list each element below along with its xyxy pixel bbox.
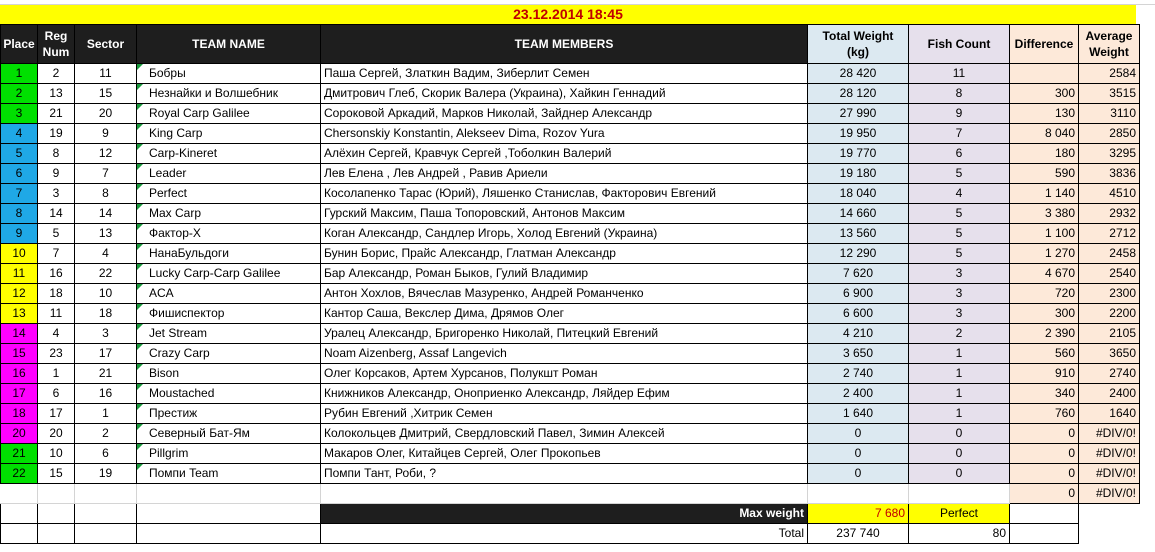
header-total-weight[interactable]: Total Weight (kg) [808,25,909,64]
empty-cell[interactable] [75,504,137,524]
team-members-cell[interactable]: Noam Aizenberg, Assaf Langevich [321,344,808,364]
reg-num-cell[interactable]: 6 [38,384,75,404]
fish-count-cell[interactable]: 1 [909,344,1010,364]
team-name-cell[interactable]: Max Carp [137,204,321,224]
place-cell[interactable]: 12 [1,284,38,304]
total-weight-cell[interactable]: 1 640 [808,404,909,424]
max-weight-team[interactable]: Perfect [909,504,1010,524]
fish-count-cell[interactable]: 0 [909,444,1010,464]
reg-num-cell[interactable]: 3 [38,184,75,204]
header-team-members[interactable]: TEAM MEMBERS [321,25,808,64]
team-name-cell[interactable]: Leader [137,164,321,184]
team-name-cell[interactable]: Crazy Carp [137,344,321,364]
difference-cell[interactable]: 4 670 [1010,264,1079,284]
fish-count-cell[interactable]: 1 [909,364,1010,384]
total-weight-cell[interactable]: 28 120 [808,84,909,104]
empty-cell[interactable] [1079,524,1140,544]
total-weight-cell[interactable]: 2 740 [808,364,909,384]
empty-cell[interactable] [38,504,75,524]
sector-cell[interactable]: 16 [75,384,137,404]
average-weight-cell[interactable]: 2740 [1079,364,1140,384]
empty-cell[interactable] [1010,524,1079,544]
average-weight-cell[interactable]: #DIV/0! [1079,464,1140,484]
place-cell[interactable]: 15 [1,344,38,364]
sector-cell[interactable]: 9 [75,124,137,144]
team-members-cell[interactable]: Антон Хохлов, Вячеслав Мазуренко, Андрей Романченко [321,284,808,304]
difference-cell[interactable]: 0 [1010,424,1079,444]
header-difference[interactable]: Difference [1010,25,1079,64]
empty-cell[interactable] [75,524,137,544]
fish-count-cell[interactable]: 1 [909,384,1010,404]
team-name-cell[interactable]: Северный Бат-Ям [137,424,321,444]
header-fish-count[interactable]: Fish Count [909,25,1010,64]
fish-count-cell[interactable]: 3 [909,264,1010,284]
place-cell[interactable]: 16 [1,364,38,384]
total-weight-cell[interactable]: 0 [808,444,909,464]
difference-cell[interactable] [1010,64,1079,84]
average-weight-cell[interactable]: 2540 [1079,264,1140,284]
sector-cell[interactable]: 7 [75,164,137,184]
team-name-cell[interactable]: King Carp [137,124,321,144]
results-table [0,24,1140,544]
difference-cell[interactable]: 8 040 [1010,124,1079,144]
sector-cell[interactable]: 17 [75,344,137,364]
reg-num-cell[interactable]: 8 [38,144,75,164]
difference-cell[interactable]: 0 [1010,464,1079,484]
team-name-cell[interactable]: Помпи Team [137,464,321,484]
table-row [1,84,1140,104]
difference-cell[interactable]: 590 [1010,164,1079,184]
team-name-cell[interactable]: Moustached [137,384,321,404]
difference-cell[interactable]: 560 [1010,344,1079,364]
sector-cell[interactable]: 2 [75,424,137,444]
place-cell[interactable]: 14 [1,324,38,344]
fish-count-cell[interactable]: 3 [909,304,1010,324]
empty-cell[interactable] [1,504,38,524]
average-weight-cell[interactable]: 2584 [1079,64,1140,84]
table-row [1,64,1140,84]
sheet-title-date[interactable]: 23.12.2014 18:45 [0,5,1136,24]
table-row [1,464,1140,484]
fish-count-cell[interactable]: 3 [909,284,1010,304]
reg-num-cell[interactable]: 20 [38,424,75,444]
table-row [1,164,1140,184]
place-cell[interactable]: 5 [1,144,38,164]
total-weight-value[interactable]: 237 740 [808,524,909,544]
team-members-cell[interactable]: Олег Корсаков, Артем Хурсанов, Полукшт Роман [321,364,808,384]
total-weight-cell[interactable]: 2 400 [808,384,909,404]
empty-cell[interactable] [909,484,1010,504]
team-name-cell[interactable]: Фактор-Х [137,224,321,244]
extra-difference-cell[interactable]: 0 [1010,484,1079,504]
place-cell[interactable]: 7 [1,184,38,204]
team-members-cell[interactable]: Паша Сергей, Златкин Вадим, Зиберлит Семен [321,64,808,84]
table-row [1,324,1140,344]
place-cell[interactable]: 4 [1,124,38,144]
team-members-cell[interactable]: Бар Александр, Роман Быков, Гулий Владимир [321,264,808,284]
sector-cell[interactable]: 8 [75,184,137,204]
fish-count-cell[interactable]: 5 [909,244,1010,264]
team-name-cell[interactable]: Bison [137,364,321,384]
difference-cell[interactable]: 3 380 [1010,204,1079,224]
reg-num-cell[interactable]: 1 [38,364,75,384]
empty-cell[interactable] [137,504,321,524]
total-weight-cell[interactable]: 4 210 [808,324,909,344]
place-cell[interactable]: 17 [1,384,38,404]
total-weight-cell[interactable]: 19 770 [808,144,909,164]
difference-cell[interactable]: 720 [1010,284,1079,304]
difference-cell[interactable]: 300 [1010,304,1079,324]
reg-num-cell[interactable]: 2 [38,64,75,84]
difference-cell[interactable]: 910 [1010,364,1079,384]
total-weight-cell[interactable]: 28 420 [808,64,909,84]
total-row [1,524,1140,544]
table-row [1,284,1140,304]
place-cell[interactable]: 22 [1,464,38,484]
reg-num-cell[interactable]: 13 [38,84,75,104]
place-cell[interactable]: 21 [1,444,38,464]
average-weight-cell[interactable]: 3295 [1079,144,1140,164]
total-weight-cell[interactable]: 6 600 [808,304,909,324]
sector-cell[interactable]: 6 [75,444,137,464]
total-weight-cell[interactable]: 14 660 [808,204,909,224]
team-name-cell[interactable]: Carp-Kineret [137,144,321,164]
team-members-cell[interactable]: Сороковой Аркадий, Марков Николай, Зайднер Александр [321,104,808,124]
fish-count-cell[interactable]: 0 [909,424,1010,444]
team-members-cell[interactable]: Алёхин Сергей, Кравчук Сергей ,Тоболкин Валерий [321,144,808,164]
sector-cell[interactable]: 10 [75,284,137,304]
team-name-cell[interactable]: Lucky Carp-Carp Galilee [137,264,321,284]
team-name-cell[interactable]: НанаБульдоги [137,244,321,264]
place-cell[interactable]: 20 [1,424,38,444]
results-body [1,64,1140,484]
fish-count-cell[interactable]: 0 [909,464,1010,484]
reg-num-cell[interactable]: 14 [38,204,75,224]
table-row [1,384,1140,404]
header-sector[interactable]: Sector [75,25,137,64]
team-members-cell[interactable]: Рубин Евгений ,Хитрик Семен [321,404,808,424]
sector-cell[interactable]: 13 [75,224,137,244]
reg-num-cell[interactable]: 17 [38,404,75,424]
empty-cell[interactable] [1010,504,1079,524]
difference-cell[interactable]: 1 100 [1010,224,1079,244]
difference-cell[interactable]: 760 [1010,404,1079,424]
sector-cell[interactable]: 18 [75,304,137,324]
average-weight-cell[interactable]: 2400 [1079,384,1140,404]
empty-cell[interactable] [75,484,137,504]
extra-average-cell[interactable]: #DIV/0! [1079,484,1140,504]
sector-cell[interactable]: 22 [75,264,137,284]
sector-cell[interactable]: 19 [75,464,137,484]
max-weight-value[interactable]: 7 680 [808,504,909,524]
team-members-cell[interactable]: Косолапенко Тарас (Юрий), Ляшенко Станислав, Факторович Евгений [321,184,808,204]
reg-num-cell[interactable]: 11 [38,304,75,324]
reg-num-cell[interactable]: 18 [38,284,75,304]
reg-num-cell[interactable]: 16 [38,264,75,284]
total-weight-cell[interactable]: 19 180 [808,164,909,184]
average-weight-cell[interactable]: 2300 [1079,284,1140,304]
fish-count-cell[interactable]: 5 [909,204,1010,224]
difference-cell[interactable]: 180 [1010,144,1079,164]
difference-cell[interactable]: 0 [1010,444,1079,464]
table-row [1,204,1140,224]
place-cell[interactable]: 10 [1,244,38,264]
table-row [1,264,1140,284]
team-members-cell[interactable]: Уралец Александр, Бригоренко Николай, Питецкий Евгений [321,324,808,344]
average-weight-cell[interactable]: 2712 [1079,224,1140,244]
reg-num-cell[interactable]: 23 [38,344,75,364]
reg-num-cell[interactable]: 19 [38,124,75,144]
max-weight-label[interactable]: Max weight [321,504,808,524]
fish-count-cell[interactable]: 11 [909,64,1010,84]
difference-cell[interactable]: 340 [1010,384,1079,404]
team-name-cell[interactable]: Royal Carp Galilee [137,104,321,124]
team-members-cell[interactable]: Гурский Максим, Паша Топоровский, Антонов Максим [321,204,808,224]
place-cell[interactable]: 1 [1,64,38,84]
average-weight-cell[interactable]: #DIV/0! [1079,424,1140,444]
sector-cell[interactable]: 4 [75,244,137,264]
difference-cell[interactable]: 1 270 [1010,244,1079,264]
reg-num-cell[interactable]: 21 [38,104,75,124]
team-members-cell[interactable]: Лев Елена , Лев Андрей , Равив Ариели [321,164,808,184]
header-row [1,25,1140,64]
difference-cell[interactable]: 300 [1010,84,1079,104]
table-row [1,424,1140,444]
table-row [1,244,1140,264]
sector-cell[interactable]: 20 [75,104,137,124]
empty-cell[interactable] [38,524,75,544]
team-name-cell[interactable]: Фишиспектор [137,304,321,324]
team-members-cell[interactable]: Макаров Олег, Китайцев Сергей, Олег Прокопьев [321,444,808,464]
max-weight-row [1,504,1140,524]
place-cell[interactable]: 8 [1,204,38,224]
reg-num-cell[interactable]: 4 [38,324,75,344]
empty-cell[interactable] [38,484,75,504]
fish-count-cell[interactable]: 5 [909,164,1010,184]
team-members-cell[interactable]: Кантор Саша, Векслер Дима, Дрямов Олег [321,304,808,324]
empty-cell[interactable] [137,484,321,504]
table-row [1,404,1140,424]
average-weight-cell[interactable]: 3836 [1079,164,1140,184]
fish-count-cell[interactable]: 9 [909,104,1010,124]
fish-count-cell[interactable]: 7 [909,124,1010,144]
total-weight-cell[interactable]: 0 [808,464,909,484]
header-reg-num[interactable]: Reg Num [38,25,75,64]
fish-count-cell[interactable]: 5 [909,224,1010,244]
team-members-cell[interactable]: Помпи Тант, Роби, ? [321,464,808,484]
extra-row [1,484,1140,504]
average-weight-cell[interactable]: 3515 [1079,84,1140,104]
place-cell[interactable]: 9 [1,224,38,244]
table-row [1,364,1140,384]
difference-cell[interactable]: 2 390 [1010,324,1079,344]
team-name-cell[interactable]: Pillgrim [137,444,321,464]
fish-count-cell[interactable]: 6 [909,144,1010,164]
header-average-weight[interactable]: Average Weight [1079,25,1140,64]
total-weight-cell[interactable]: 0 [808,424,909,444]
table-row [1,344,1140,364]
average-weight-cell[interactable]: 2105 [1079,324,1140,344]
place-cell[interactable]: 6 [1,164,38,184]
average-weight-cell[interactable]: #DIV/0! [1079,444,1140,464]
table-row [1,304,1140,324]
team-name-cell[interactable]: Незнайки и Волшебник [137,84,321,104]
fish-count-cell[interactable]: 2 [909,324,1010,344]
reg-num-cell[interactable]: 10 [38,444,75,464]
average-weight-cell[interactable]: 3110 [1079,104,1140,124]
team-members-cell[interactable]: Книжников Александр, Оноприенко Александр, Ляйдер Ефим [321,384,808,404]
average-weight-cell[interactable]: 2850 [1079,124,1140,144]
empty-cell[interactable] [137,524,321,544]
header-team-name[interactable]: TEAM NAME [137,25,321,64]
team-members-cell[interactable]: Дмитрович Глеб, Скорик Валера (Украина), Хайкин Геннадий [321,84,808,104]
fish-count-cell[interactable]: 4 [909,184,1010,204]
reg-num-cell[interactable]: 5 [38,224,75,244]
team-name-cell[interactable]: Jet Stream [137,324,321,344]
team-members-cell[interactable]: Chersonskiy Konstantin, Alekseev Dima, Rozov Yura [321,124,808,144]
average-weight-cell[interactable]: 2200 [1079,304,1140,324]
place-cell[interactable]: 3 [1,104,38,124]
total-weight-cell[interactable]: 6 900 [808,284,909,304]
sector-cell[interactable]: 12 [75,144,137,164]
team-name-cell[interactable]: Престиж [137,404,321,424]
team-members-cell[interactable]: Бунин Борис, Прайс Александр, Глатман Александр [321,244,808,264]
total-weight-cell[interactable]: 7 620 [808,264,909,284]
table-row [1,144,1140,164]
team-name-cell[interactable]: ACA [137,284,321,304]
average-weight-cell[interactable]: 1640 [1079,404,1140,424]
team-name-cell[interactable]: Perfect [137,184,321,204]
total-weight-cell[interactable]: 18 040 [808,184,909,204]
empty-cell[interactable] [1,484,38,504]
total-weight-cell[interactable]: 12 290 [808,244,909,264]
fish-count-cell[interactable]: 1 [909,404,1010,424]
fish-count-cell[interactable]: 8 [909,84,1010,104]
place-cell[interactable]: 18 [1,404,38,424]
team-members-cell[interactable]: Колокольцев Дмитрий, Свердловский Павел, Зимин Алексей [321,424,808,444]
total-weight-cell[interactable]: 27 990 [808,104,909,124]
sector-cell[interactable]: 21 [75,364,137,384]
empty-cell[interactable] [321,484,808,504]
empty-cell[interactable] [1,524,38,544]
average-weight-cell[interactable]: 4510 [1079,184,1140,204]
header-place[interactable]: Place [1,25,38,64]
total-weight-cell[interactable]: 3 650 [808,344,909,364]
sector-cell[interactable]: 1 [75,404,137,424]
total-weight-cell[interactable]: 19 950 [808,124,909,144]
empty-cell[interactable] [1079,504,1140,524]
table-row [1,184,1140,204]
place-cell[interactable]: 13 [1,304,38,324]
sector-cell[interactable]: 11 [75,64,137,84]
difference-cell[interactable]: 1 140 [1010,184,1079,204]
total-label[interactable]: Total [321,524,808,544]
sector-cell[interactable]: 15 [75,84,137,104]
total-weight-cell[interactable]: 13 560 [808,224,909,244]
place-cell[interactable]: 11 [1,264,38,284]
team-name-cell[interactable]: Бобры [137,64,321,84]
table-row [1,124,1140,144]
place-cell[interactable]: 2 [1,84,38,104]
total-fish-value[interactable]: 80 [909,524,1010,544]
difference-cell[interactable]: 130 [1010,104,1079,124]
reg-num-cell[interactable]: 7 [38,244,75,264]
team-members-cell[interactable]: Коган Александр, Сандлер Игорь, Холод Евгений (Украина) [321,224,808,244]
average-weight-cell[interactable]: 2458 [1079,244,1140,264]
empty-cell[interactable] [808,484,909,504]
reg-num-cell[interactable]: 9 [38,164,75,184]
sector-cell[interactable]: 3 [75,324,137,344]
sector-cell[interactable]: 14 [75,204,137,224]
table-row [1,104,1140,124]
average-weight-cell[interactable]: 2932 [1079,204,1140,224]
table-row [1,224,1140,244]
table-row [1,444,1140,464]
average-weight-cell[interactable]: 3650 [1079,344,1140,364]
reg-num-cell[interactable]: 15 [38,464,75,484]
